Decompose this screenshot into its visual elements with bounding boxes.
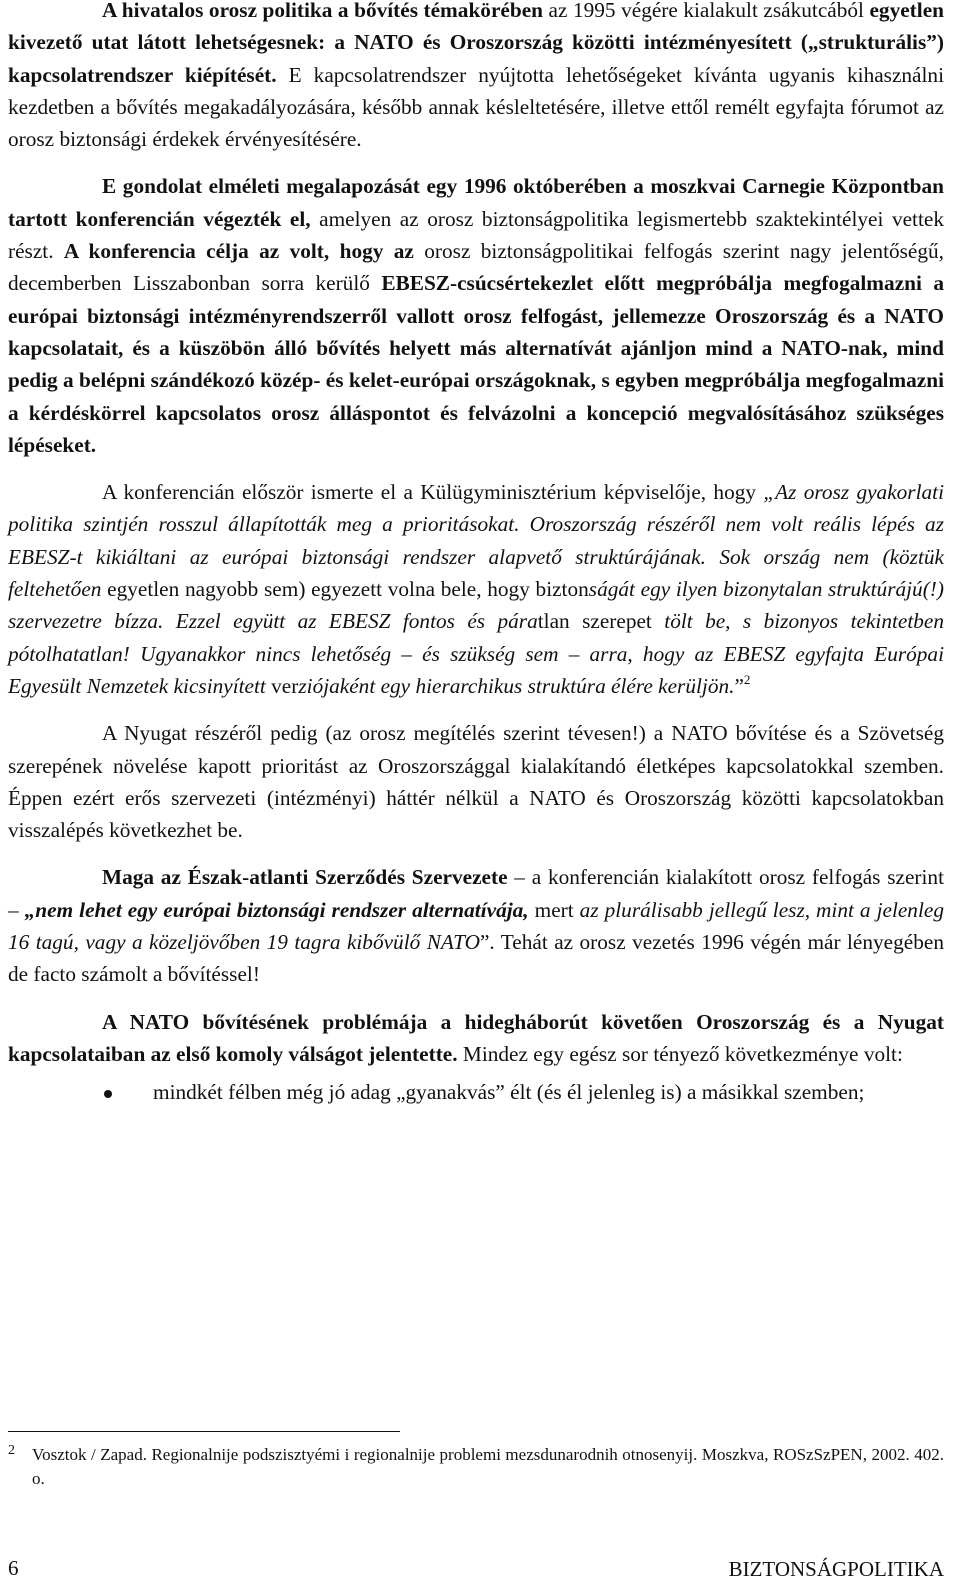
p2-bold-2: A konferencia célja az volt, hogy az <box>63 239 414 264</box>
footnote-number: 2 <box>8 1443 15 1458</box>
paragraph-5 <box>8 861 944 990</box>
p3-text-1: A konferencián először ismerte el a Külügyminisztérium képviselője, hogy <box>102 480 764 505</box>
p6-bold: A NATO bővítésének problémája a hidegháborút követően Oroszország és a Nyugat kapcsolataiban az első komoly válságot jelentette. <box>8 1009 944 1066</box>
footnote <box>8 1443 944 1491</box>
p2-text-2: orosz biztonságpolitikai felfogás szerint nagy jelentőségű, decemberben Lisszabonban sorra kerülő <box>8 239 945 296</box>
paragraph-6 <box>8 1006 944 1071</box>
p3-quote-2: ságát egy ilyen bizonytalan struktúrájú(!) szervezetre bízza. Ezzel együtt az EBESZ fontos és pára <box>8 577 944 634</box>
bullet-icon <box>104 1090 112 1098</box>
p2-text-1: amelyen az orosz biztonságpolitika legismertebb szaktekintélyei vettek részt. <box>8 206 944 264</box>
p3-text-4: ver <box>271 673 299 698</box>
p2-bold-3: EBESZ-csúcsértekezlet előtt megpróbálja megfogalmazni a európai biztonsági intézményrendszerről vallott orosz felfogást, jellemezze Oroszország és a NATO kapcsolatait, és a küszöbön álló bővítés helyett más alternatívát ajánljon mind a NATO-nak, mind pedig a belépni szándékozó közép- és kelet-európai országoknak, s egyben megpróbálja megfogalmazni a kérdéskörrel kapcsolatos orosz álláspontot és felvázolni a koncepció megvalósításához szükséges lépéseket. <box>8 271 944 457</box>
paragraph-4 <box>8 717 944 846</box>
p5-italic: az plurálisabb jellegű lesz, mint a jelenleg 16 tagú, vagy a közeljövőben 19 tagra kibővülő NATO <box>8 897 944 955</box>
p3-quote-1: „Az orosz gyakorlati politika szintjén rosszul állapították meg a prioritásokat. Oroszország részéről nem volt reális lépés az EBESZ-t kikiáltani az európai biztonsági rendszer alapvető struktúrájának. Sok ország nem (köztük feltehetően <box>8 480 944 602</box>
p5-text-1: – a konferencián kialakított orosz felfogás szerint – <box>8 865 944 922</box>
bullet-text: mindkét félben még jó adag „gyanakvás” élt (és él jelenleg is) a másikkal szemben; <box>153 1080 865 1105</box>
p4-text: A Nyugat részéről pedig (az orosz megítélés szerint tévesen!) a NATO bővítése és a Szövetség szerepének növelése kapott prioritást az Oroszországgal kialakítandó életképes kapcsolatokkal szemben. Éppen ezért erős szervezeti (intézményi) háttér nélkül a NATO és Oroszország közötti kapcsolatokban visszalépés következhet be. <box>8 721 944 843</box>
p6-text: Mindez egy egész sor tényező következménye volt: <box>457 1041 903 1066</box>
page-number: 6 <box>8 1556 19 1580</box>
p1-bold-1: A hivatalos orosz politika a bővítés témakörében <box>102 0 543 22</box>
bullet-list <box>8 1076 944 1108</box>
footnote-text: Vosztok / Zapad. Regionalnije podszisztyémi i regionalnije problemi mezsdunarodnih otnosenyij. Moszkva, ROSzSzPEN, 2002. 402. o. <box>32 1445 944 1488</box>
p3-quote-3: tölt be, s bizonyos tekintetben pótolhatatlan! Ugyanakkor nincs lehetőség – és szükség sem – arra, hogy az EBESZ egyfajta Európai Egyesült Nemzetek kicsinyített <box>8 609 945 698</box>
footer-brand: BIZTONSÁGPOLITIKA <box>728 1557 944 1581</box>
p3-text-5: ” <box>734 673 744 698</box>
p1-bold-2: egyetlen kivezető utat látott lehetségesnek: a NATO és Oroszország közötti intézményesített („strukturális”) kapcsolatrendszer kiépítését. <box>8 0 944 87</box>
body-text <box>8 0 944 1109</box>
p3-text-3: tlan szerepet <box>537 609 652 634</box>
p5-text-3: ”. Tehát az orosz vezetés 1996 végén már lényegében de facto számolt a bővítéssel! <box>8 930 944 987</box>
p3-quote-4: ziójaként egy hierarchikus struktúra élére kerüljön. <box>298 673 735 698</box>
footnote-reference[interactable]: 2 <box>743 671 751 687</box>
paragraph-1 <box>8 0 944 155</box>
p5-text-2: mert <box>528 897 580 922</box>
paragraph-2 <box>8 170 944 461</box>
p2-bold-1: E gondolat elméleti megalapozását egy 1996 októberében a moszkvai Carnegie Központban tartott konferencián végezték el, <box>8 174 944 231</box>
p5-bold-1: Maga az Észak-atlanti Szerződés Szervezete <box>102 865 508 890</box>
p1-text-1: az 1995 végére kialakult zsákutcából <box>543 0 870 22</box>
footnote-divider <box>8 1431 400 1432</box>
p5-bold-italic: „nem lehet egy európai biztonsági rendszer alternatívája, <box>24 897 529 922</box>
p1-text-2: E kapcsolatrendszer nyújtotta lehetőségeket kívánta ugyanis kihasználni kezdetben a bővítés megakadályozására, később annak késleltetésére, illetve ettől remélt egyfajta fórumot az orosz biztonsági érdekek érvényesítésére. <box>8 62 944 152</box>
paragraph-3 <box>8 476 944 702</box>
list-item <box>8 1076 944 1108</box>
p3-text-2: egyetlen nagyobb sem) egyezett volna bele, hogy bizton <box>101 577 589 602</box>
